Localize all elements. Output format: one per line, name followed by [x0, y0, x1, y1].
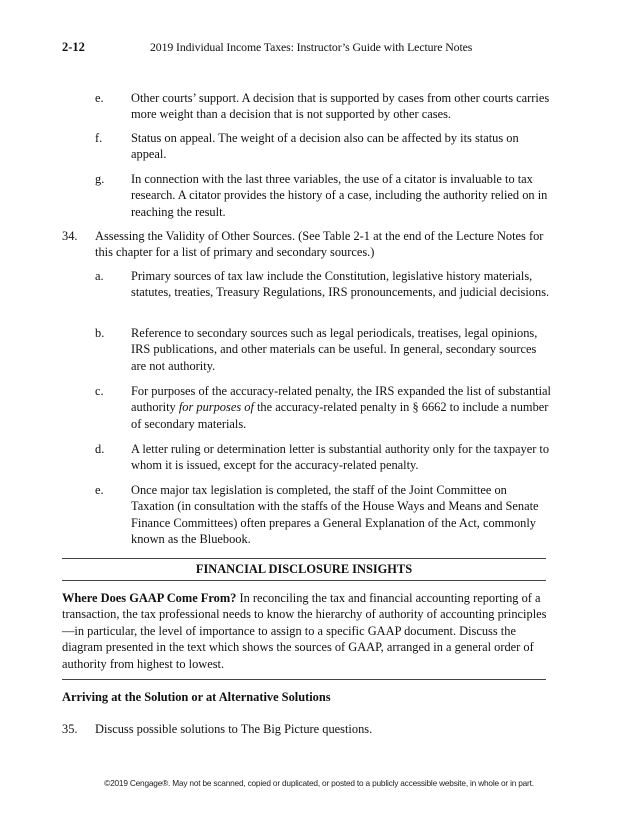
italic-text-run: for purposes of: [178, 400, 254, 415]
list-label: f.: [95, 131, 103, 145]
section-rule-top: [62, 558, 546, 559]
list-label: b.: [95, 326, 105, 340]
list-item-text: Primary sources of tax law include the Constitution, legislative history materials, statutes, treaties, Treasury Regulations, IRS pronouncements, and judicial decisions.: [131, 269, 550, 300]
list-item-text: Discuss possible solutions to The Big Picture questions.: [95, 722, 373, 736]
list-number: 34.: [62, 229, 78, 243]
page-number: 2-12: [62, 40, 85, 54]
solutions-heading: Arriving at the Solution or at Alternative Solutions: [62, 690, 331, 704]
list-label: a.: [95, 269, 104, 283]
insights-paragraph: [62, 590, 548, 672]
list-label: c.: [95, 384, 104, 398]
list-item-text: [131, 383, 551, 432]
list-item-text: Other courts’ support. A decision that is supported by cases from other courts carries more weight than a decision that is not supported by other cases.: [131, 91, 550, 122]
list-number: 35.: [62, 722, 78, 736]
list-label: e.: [95, 91, 104, 105]
section-rule-middle: [62, 580, 546, 581]
insights-heading: FINANCIAL DISCLOSURE INSIGHTS: [195, 562, 413, 576]
text-run: For purposes of the accuracy-related penalty, the IRS expanded the list of substantial authority: [131, 384, 552, 415]
list-item-text: A letter ruling or determination letter is substantial authority only for the taxpayer to whom it is issued, except for the accuracy-related penalty.: [131, 442, 550, 473]
running-header-title: 2019 Individual Income Taxes: Instructor’s Guide with Lecture Notes: [150, 40, 473, 54]
insights-lead: Where Does GAAP Come From?: [62, 591, 237, 605]
list-label: g.: [95, 172, 105, 186]
list-item-text: Assessing the Validity of Other Sources. (See Table 2-1 at the end of the Lecture Notes for this chapter for a list of primary and secondary sources.): [95, 229, 544, 260]
list-label: e.: [95, 483, 104, 497]
list-item-text: Once major tax legislation is completed, the staff of the Joint Committee on Taxation (in consultation with the staffs of the House Ways and Means and Senate Finance Committees) often prepares a General Explanation of the Act, commonly known as the Bluebook.: [131, 483, 539, 547]
list-item-text: In connection with the last three variables, the use of a citator is invaluable to tax research. A citator provides the history of a case, including the authority relied on in reaching the result.: [131, 172, 548, 219]
text-run: the accuracy-related penalty in § 6662 to include a number of secondary materials.: [131, 400, 549, 431]
list-item-text: Reference to secondary sources such as legal periodicals, treatises, legal opinions, IRS publications, and other materials can be useful. In general, secondary sources are not authority.: [131, 326, 538, 373]
section-rule-bottom: [62, 679, 546, 680]
copyright-footer: ©2019 Cengage®. May not be scanned, copied or duplicated, or posted to a publicly accessible website, in whole or in part.: [104, 778, 534, 788]
list-item-text: Status on appeal. The weight of a decision also can be affected by its status on appeal.: [131, 131, 519, 162]
list-label: d.: [95, 442, 105, 456]
insights-body: In reconciling the tax and financial accounting reporting of a transaction, the tax professional needs to know the hierarchy of authority of accounting principles—in particular, the level of importance to assign to a specific GAAP document. Discuss the diagram presented in the text which shows the sources of GAAP, arranged in a general order of authority from highest to lowest.: [62, 591, 547, 671]
